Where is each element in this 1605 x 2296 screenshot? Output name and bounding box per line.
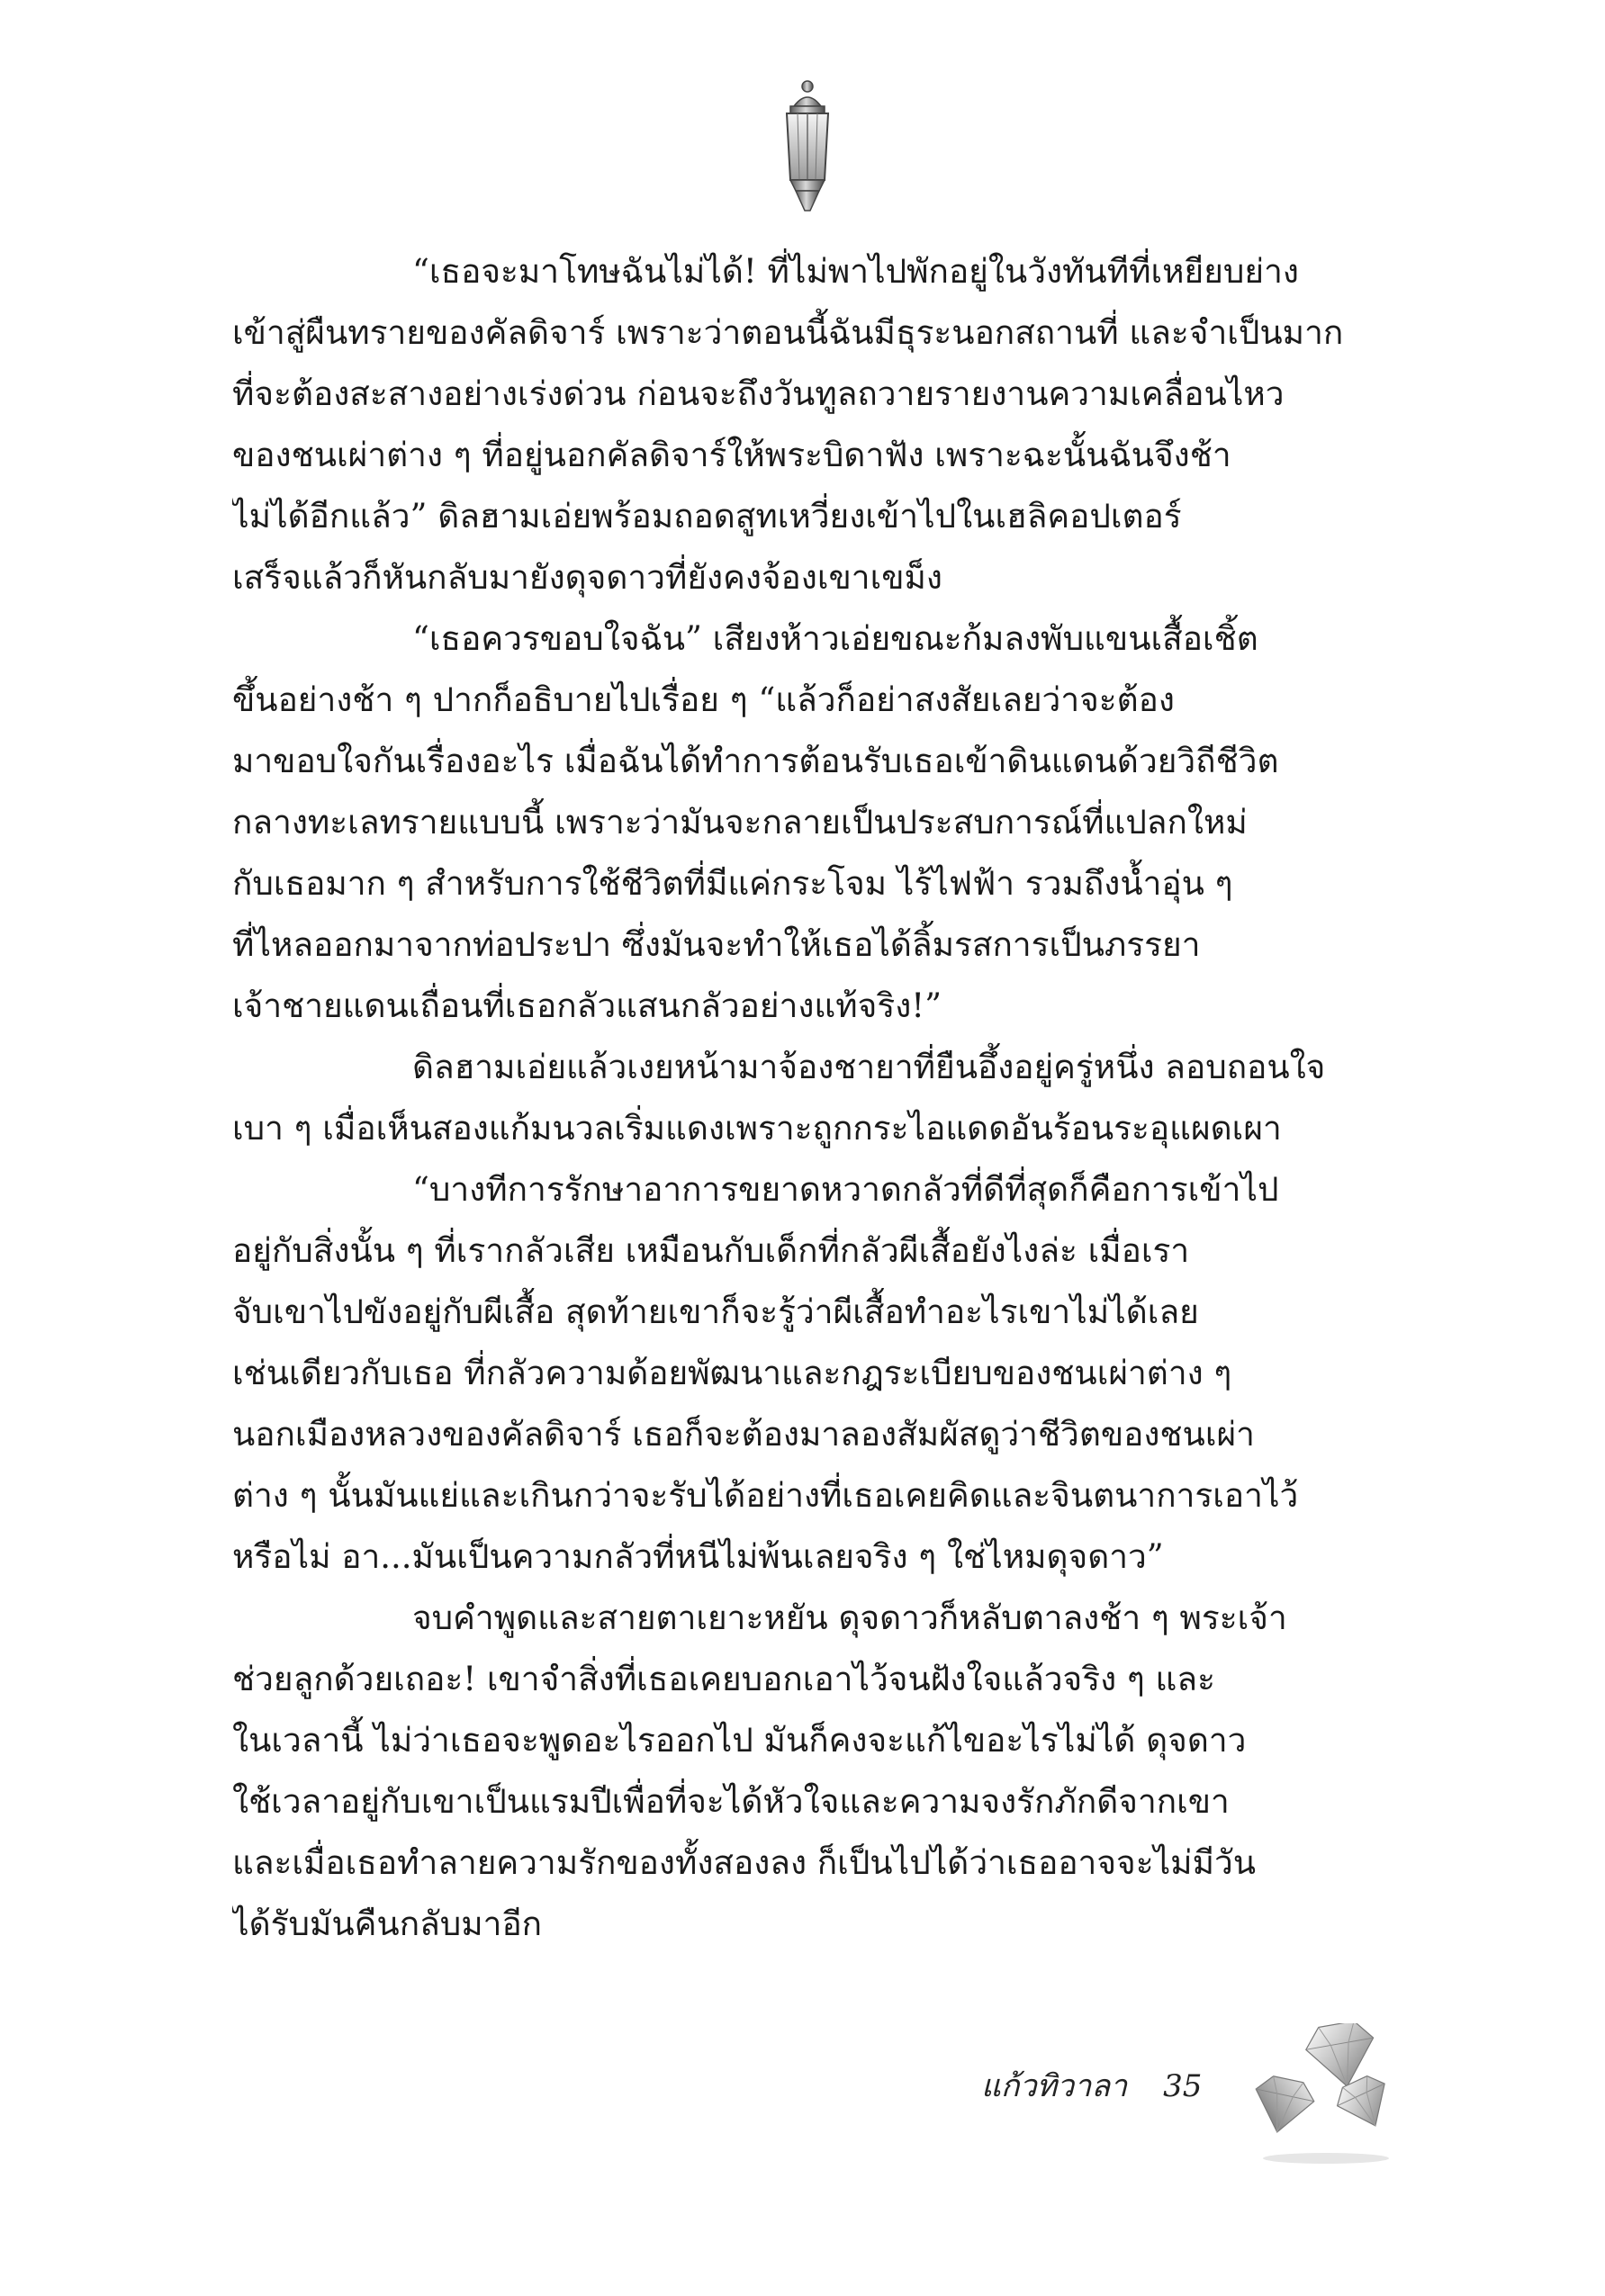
text-line: เจ้าชายแดนเถื่อนที่เธอกลัวแสนกลัวอย่างแท้จริง!” (232, 986, 942, 1025)
lantern-icon (774, 79, 841, 214)
text-line: เข้าสู่ผืนทรายของคัลดิจาร์ เพราะว่าตอนนี้ฉันมีธุระนอกสถานที่ และจำเป็นมาก (232, 313, 1344, 352)
book-title: แก้วทิวาลา (981, 2068, 1128, 2104)
text-line: “เธอจะมาโทษฉันไม่ได้! ที่ไม่พาไปพักอยู่ในวังทันทีที่เหยียบย่าง (412, 252, 1299, 291)
body-text (232, 241, 1393, 1955)
text-line: จบคำพูดและสายตาเยาะหยัน ดุจดาวก็หลับตาลงช้า ๆ พระเจ้า (412, 1598, 1287, 1637)
text-line: ใช้เวลาอยู่กับเขาเป็นแรมปีเพื่อที่จะได้หัวใจและความจงรักภักดีจากเขา (232, 1782, 1230, 1821)
text-line: ต่าง ๆ นั้นมันแย่และเกินกว่าจะรับได้อย่างที่เธอเคยคิดและจินตนาการเอาไว้ (232, 1476, 1299, 1515)
text-line: ที่ไหลออกมาจากท่อประปา ซึ่งมันจะทำให้เธอได้ลิ้มรสการเป็นภรรยา (232, 925, 1201, 964)
text-line: หรือไม่ อา...มันเป็นความกลัวที่หนีไม่พ้นเลยจริง ๆ ใช่ไหมดุจดาว” (232, 1537, 1164, 1576)
text-line: เสร็จแล้วก็หันกลับมายังดุจดาวที่ยังคงจ้องเขาเขม็ง (232, 558, 942, 597)
text-line: ดิลฮามเอ่ยแล้วเงยหน้ามาจ้องชายาที่ยืนอึ้งอยู่ครู่หนึ่ง ลอบถอนใจ (412, 1048, 1326, 1086)
text-line: นอกเมืองหลวงของคัลดิจาร์ เธอก็จะต้องมาลองสัมผัสดูว่าชีวิตของชนเผ่า (232, 1415, 1255, 1454)
text-line: ได้รับมันคืนกลับมาอีก (232, 1904, 543, 1943)
text-line: มาขอบใจกันเรื่องอะไร เมื่อฉันได้ทำการต้อนรับเธอเข้าดินแดนด้วยวิถีชีวิต (232, 742, 1279, 780)
page-number: 35 (1163, 2068, 1203, 2104)
text-line: ในเวลานี้ ไม่ว่าเธอจะพูดอะไรออกไป มันก็คงจะแก้ไขอะไรไม่ได้ ดุจดาว (232, 1721, 1247, 1760)
diamonds-icon (1247, 2023, 1400, 2167)
text-line: จับเขาไปขังอยู่กับผีเสื้อ สุดท้ายเขาก็จะรู้ว่าผีเสื้อทำอะไรเขาไม่ได้เลย (232, 1292, 1199, 1331)
text-line: กลางทะเลทรายแบบนี้ เพราะว่ามันจะกลายเป็นประสบการณ์ที่แปลกใหม่ (232, 803, 1248, 842)
text-line: ไม่ได้อีกแล้ว” ดิลฮามเอ่ยพร้อมถอดสูทเหวี่ยงเข้าไปในเฮลิคอปเตอร์ (232, 497, 1182, 536)
text-line: ที่จะต้องสะสางอย่างเร่งด่วน ก่อนจะถึงวันทูลถวายรายงานความเคลื่อนไหว (232, 374, 1285, 413)
text-line: อยู่กับสิ่งนั้น ๆ ที่เรากลัวเสีย เหมือนกับเด็กที่กลัวผีเสื้อยังไงล่ะ เมื่อเรา (232, 1231, 1190, 1270)
text-line: ช่วยลูกด้วยเถอะ! เขาจำสิ่งที่เธอเคยบอกเอาไว้จนฝังใจแล้วจริง ๆ และ (232, 1660, 1215, 1698)
text-line: เบา ๆ เมื่อเห็นสองแก้มนวลเริ่มแดงเพราะถูกกระไอแดดอันร้อนระอุแผดเผา (232, 1109, 1282, 1148)
text-line: เช่นเดียวกับเธอ ที่กลัวความด้อยพัฒนาและกฎระเบียบของชนเผ่าต่าง ๆ (232, 1354, 1232, 1392)
text-line: “บางทีการรักษาอาการขยาดหวาดกลัวที่ดีที่สุดก็คือการเข้าไป (412, 1170, 1279, 1209)
text-line: กับเธอมาก ๆ สำหรับการใช้ชีวิตที่มีแค่กระโจม ไร้ไฟฟ้า รวมถึงน้ำอุ่น ๆ (232, 864, 1233, 903)
text-line: และเมื่อเธอทำลายความรักของทั้งสองลง ก็เป็นไปได้ว่าเธออาจจะไม่มีวัน (232, 1843, 1257, 1882)
text-line: ขึ้นอย่างช้า ๆ ปากก็อธิบายไปเรื่อย ๆ “แล้วก็อย่าสงสัยเลยว่าจะต้อง (232, 680, 1175, 719)
text-line: ของชนเผ่าต่าง ๆ ที่อยู่นอกคัลดิจาร์ให้พระบิดาฟัง เพราะฉะนั้นฉันจึงช้า (232, 436, 1231, 474)
text-line: “เธอควรขอบใจฉัน” เสียงห้าวเอ่ยขณะก้มลงพับแขนเสื้อเชิ้ต (412, 619, 1258, 658)
page-footer (981, 2059, 1202, 2113)
